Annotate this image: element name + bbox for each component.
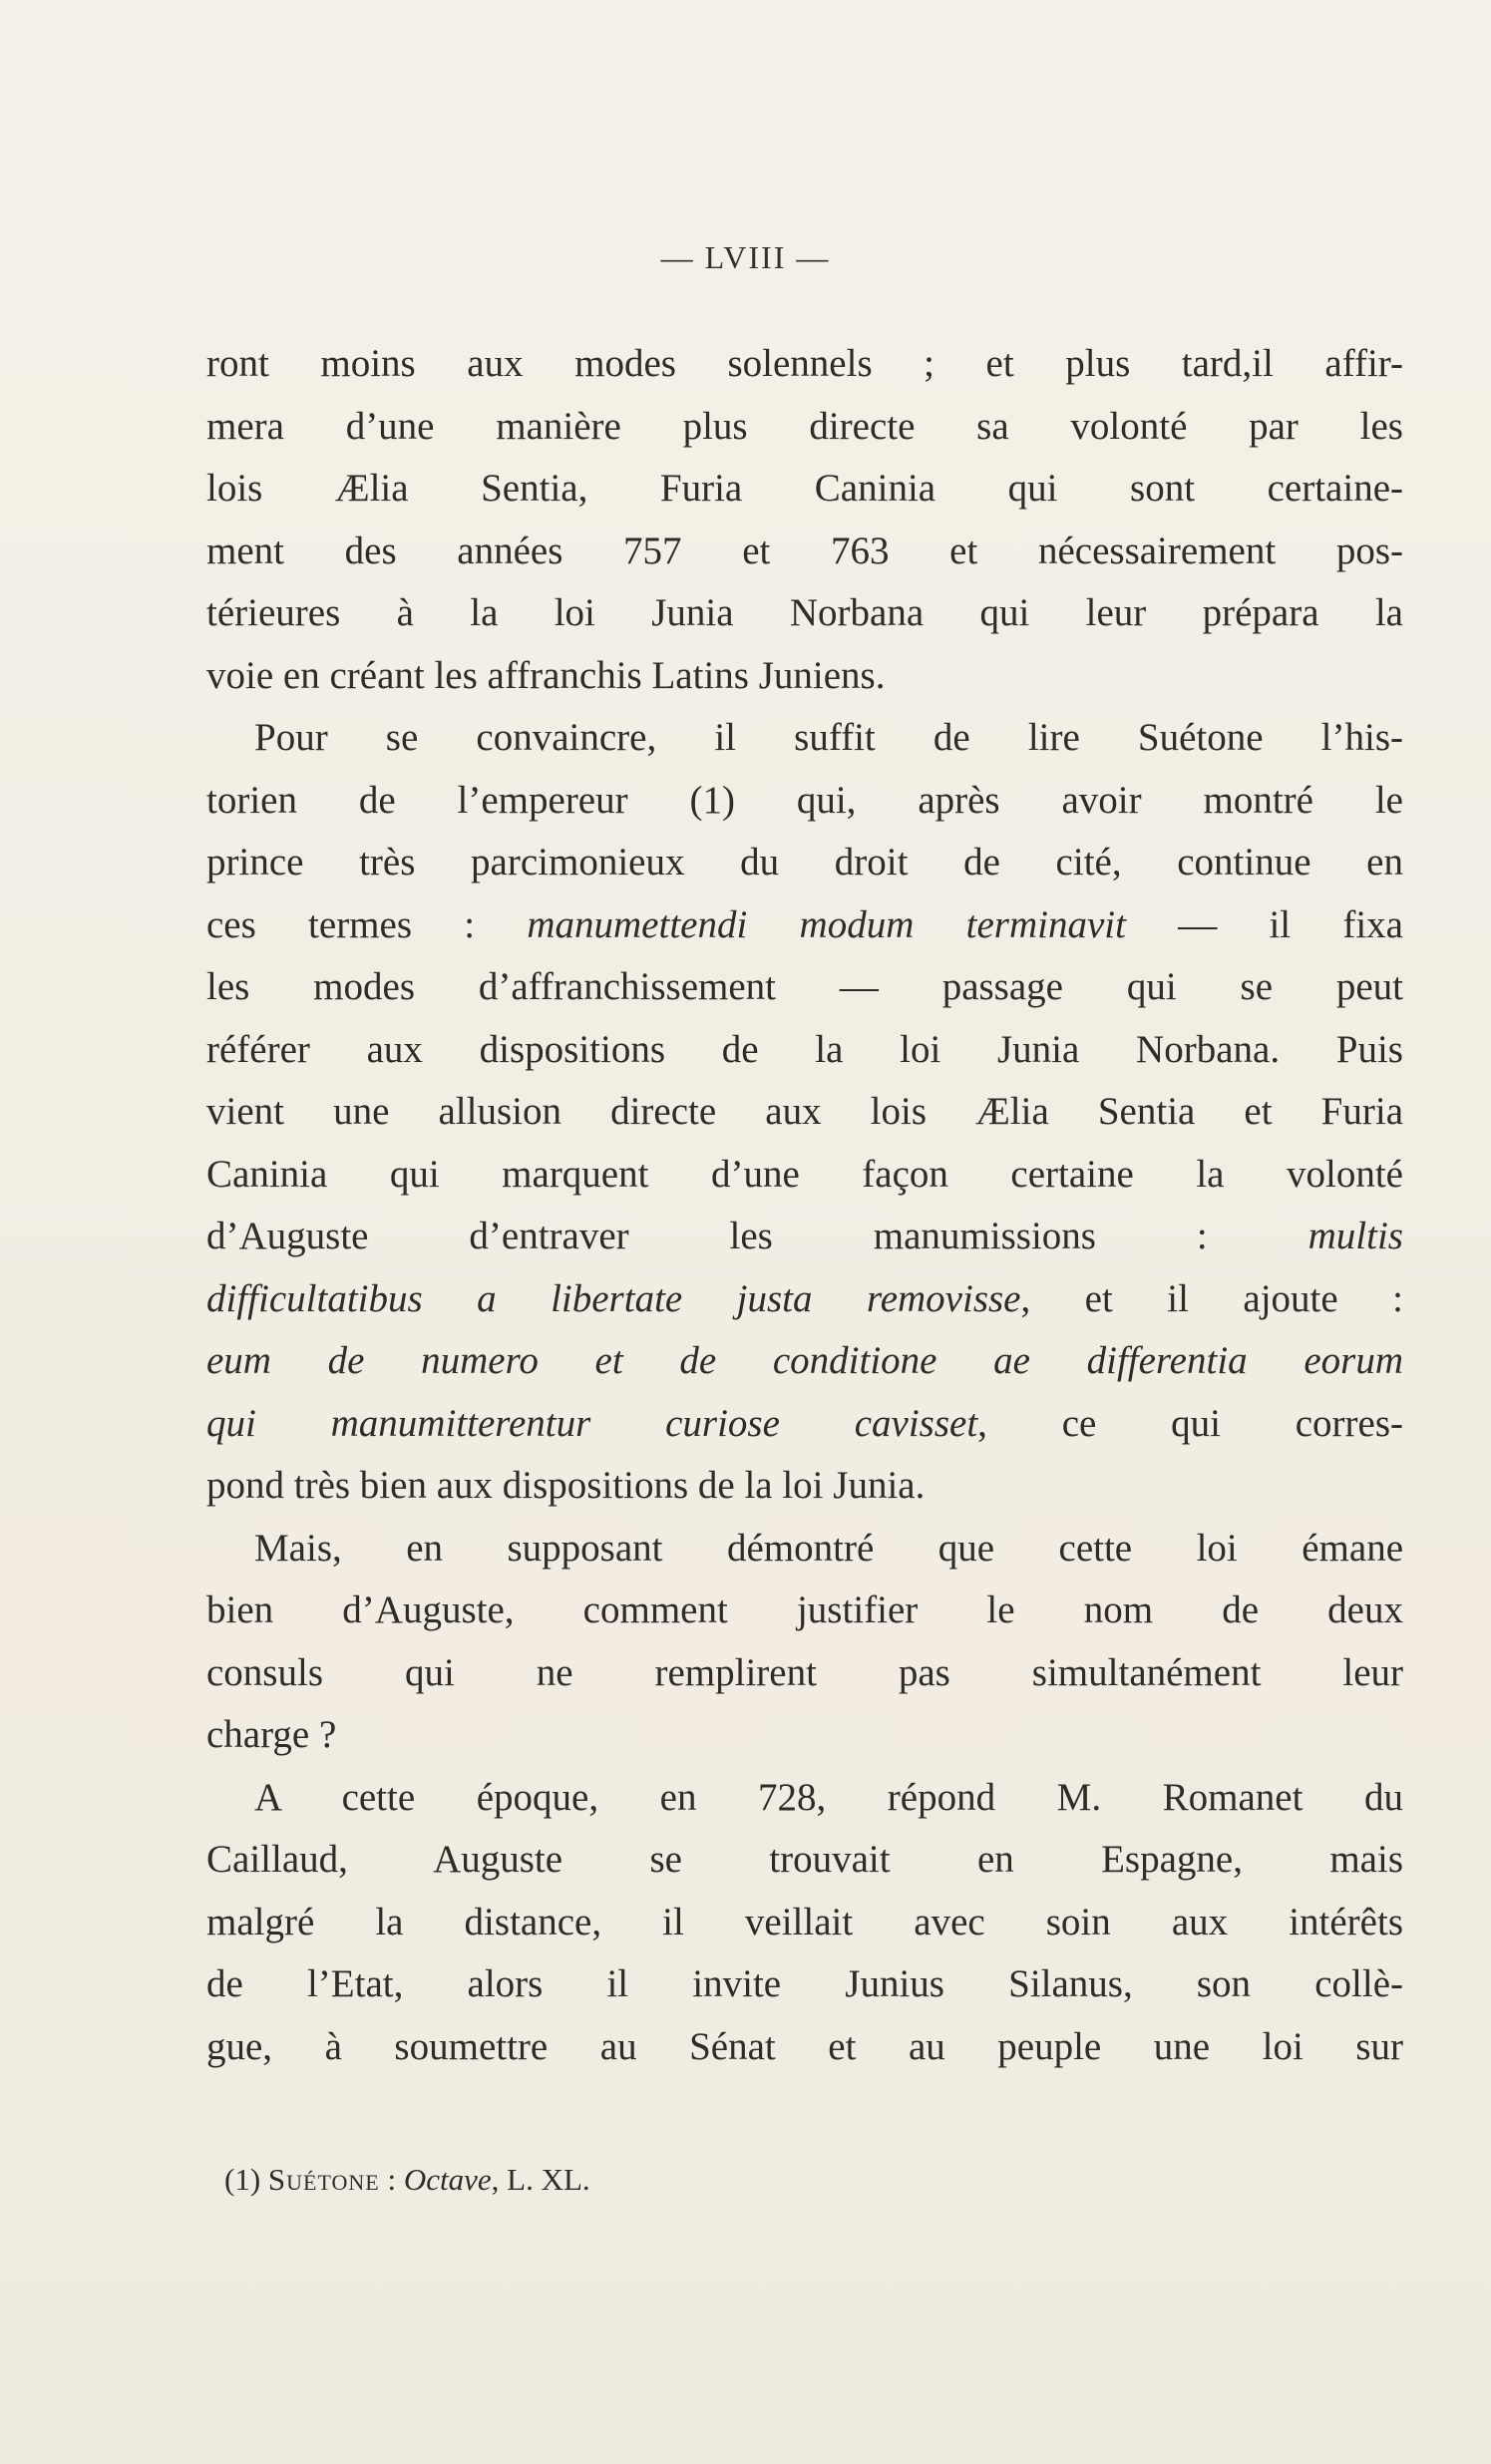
latin-quote: multis (1307, 1215, 1403, 1257)
footnote-work: Octave (403, 2162, 492, 2197)
text-line: Caillaud, Auguste se trouvait en Espagne, mais (206, 1838, 1403, 1881)
text-line: mera d’une manière plus directe sa volonté par les (206, 404, 1403, 448)
text-line: pond très bien aux dispositions de la loi Junia. (206, 1464, 926, 1507)
text-line: qui manumitterentur curiose cavisset, ce qui corres- (206, 1401, 1403, 1445)
text-line: de l’Etat, alors il invite Junius Silanus, son collè- (206, 1962, 1403, 2005)
text-line: difficultatibus a libertate justa removisse, et il ajoute : (206, 1276, 1403, 1320)
latin-quote: qui manumitterentur curiose cavisset (206, 1401, 978, 1445)
text-line: vient une allusion directe aux lois Ælia Sentia et Furia (206, 1090, 1403, 1133)
footnote-mark: (1) (224, 2162, 268, 2197)
text-line: consuls qui ne remplirent pas simultanément leur (206, 1650, 1403, 1694)
text-line: malgré la distance, il veillait avec soin aux intérêts (206, 1900, 1403, 1943)
text-line: gue, à soumettre au Sénat et au peuple une loi sur (206, 2024, 1403, 2068)
paragraph-start-line: Pour se convaincre, il suffit de lire Suétone l’his- (254, 716, 1403, 759)
text-line: torien de l’empereur (1) qui, après avoir montré le (206, 778, 1403, 822)
text-line: térieures à la loi Junia Norbana qui leur prépara la (206, 591, 1403, 634)
latin-quote: eum de numero et de conditione ae differentia eorum (206, 1339, 1403, 1382)
text-line: ront moins aux modes solennels ; et plus tard,il affir- (206, 342, 1403, 385)
footnote-reference: , L. XL. (491, 2162, 590, 2197)
text-line: prince très parcimonieux du droit de cité, continue en (206, 841, 1403, 883)
body-text (206, 333, 1403, 2078)
text-line: Caninia qui marquent d’une façon certaine la volonté (206, 1152, 1403, 1196)
footnote (224, 2162, 590, 2198)
text-line: bien d’Auguste, comment justifier le nom de deux (206, 1588, 1403, 1631)
text-line: d’Auguste d’entraver les manumissions : multis (206, 1215, 1403, 1257)
text-line: les modes d’affranchissement — passage qui se peut (206, 965, 1403, 1008)
text-line: ment des années 757 et 763 et nécessairement pos- (206, 528, 1403, 572)
latin-quote: manumettendi modum terminavit (527, 902, 1126, 946)
text-line: lois Ælia Sentia, Furia Caninia qui sont certaine- (206, 467, 1403, 510)
latin-quote: difficultatibus a libertate justa removisse (206, 1276, 1021, 1320)
page-number-header: — LVIII — (660, 239, 831, 275)
text-line: voie en créant les affranchis Latins Juniens. (206, 653, 886, 697)
paragraph-start-line: A cette époque, en 728, répond M. Romanet du (254, 1775, 1403, 1819)
footnote-separator: : (379, 2162, 404, 2197)
text-line: ces termes : manumettendi modum terminavit — il fixa (206, 902, 1403, 946)
text-line (206, 1330, 1403, 1393)
paragraph-start-line: Mais, en supposant démontré que cette loi émane (254, 1526, 1403, 1570)
text-line: charge ? (206, 1713, 337, 1756)
text-line: référer aux dispositions de la loi Junia Norbana. Puis (206, 1027, 1403, 1071)
footnote-author: Suétone (267, 2162, 380, 2197)
